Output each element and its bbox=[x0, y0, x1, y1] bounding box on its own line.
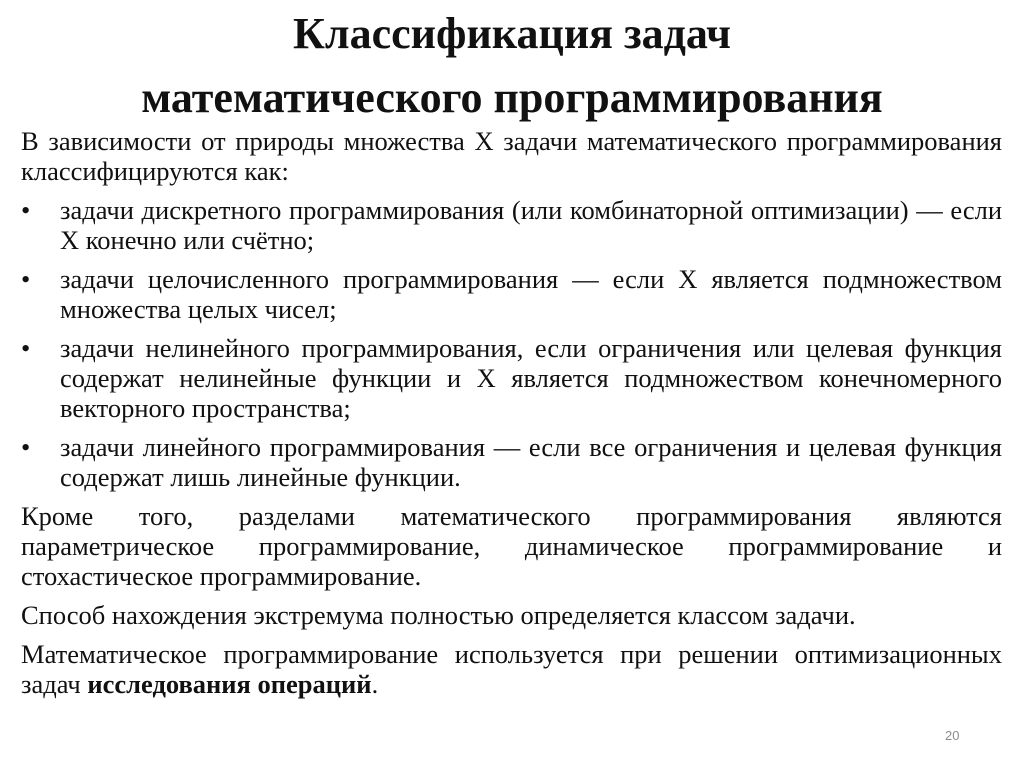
bullet-icon: • bbox=[21, 432, 31, 462]
usage-text-end: . bbox=[371, 669, 379, 699]
list-item-text: задачи линейного программирования — если все ограничения и целевая функция содержат лишь линейные функции. bbox=[60, 432, 1002, 492]
list-item bbox=[21, 195, 1002, 255]
title-line-2: математического программирования bbox=[141, 73, 883, 122]
page-number: 20 bbox=[945, 728, 960, 743]
title-line-1: Классификация задач bbox=[293, 9, 731, 58]
intro-paragraph: В зависимости от природы множества X задачи математического программирования классифицируются как: bbox=[21, 126, 1002, 186]
list-item bbox=[21, 333, 1002, 423]
bullet-icon: • bbox=[21, 333, 31, 363]
list-item-text: задачи дискретного программирования (или комбинаторной оптимизации) — если X конечно или счётно; bbox=[60, 195, 1002, 255]
slide-body bbox=[21, 126, 1002, 708]
slide-title bbox=[0, 2, 1024, 130]
list-item-text: задачи целочисленного программирования — если X является подмножеством множества целых чисел; bbox=[60, 264, 1002, 324]
list-item bbox=[21, 432, 1002, 492]
operations-research-term: исследования операций bbox=[87, 669, 372, 699]
bullet-icon: • bbox=[21, 195, 31, 225]
usage-text: Математическое программирование используется при решении оптимизационных задач bbox=[21, 639, 1002, 699]
sections-paragraph: Кроме того, разделами математического программирования являются параметрическое программирование, динамическое программирование и стохастическое программирование. bbox=[21, 501, 1002, 591]
list-item-text: задачи нелинейного программирования, если ограничения или целевая функция содержат нелинейные функции и X является подмножеством конечномерного векторного пространства; bbox=[60, 333, 1002, 423]
list-item bbox=[21, 264, 1002, 324]
classification-list bbox=[21, 195, 1002, 492]
extremum-paragraph: Способ нахождения экстремума полностью определяется классом задачи. bbox=[21, 600, 856, 630]
usage-paragraph bbox=[21, 639, 1002, 699]
bullet-icon: • bbox=[21, 264, 31, 294]
